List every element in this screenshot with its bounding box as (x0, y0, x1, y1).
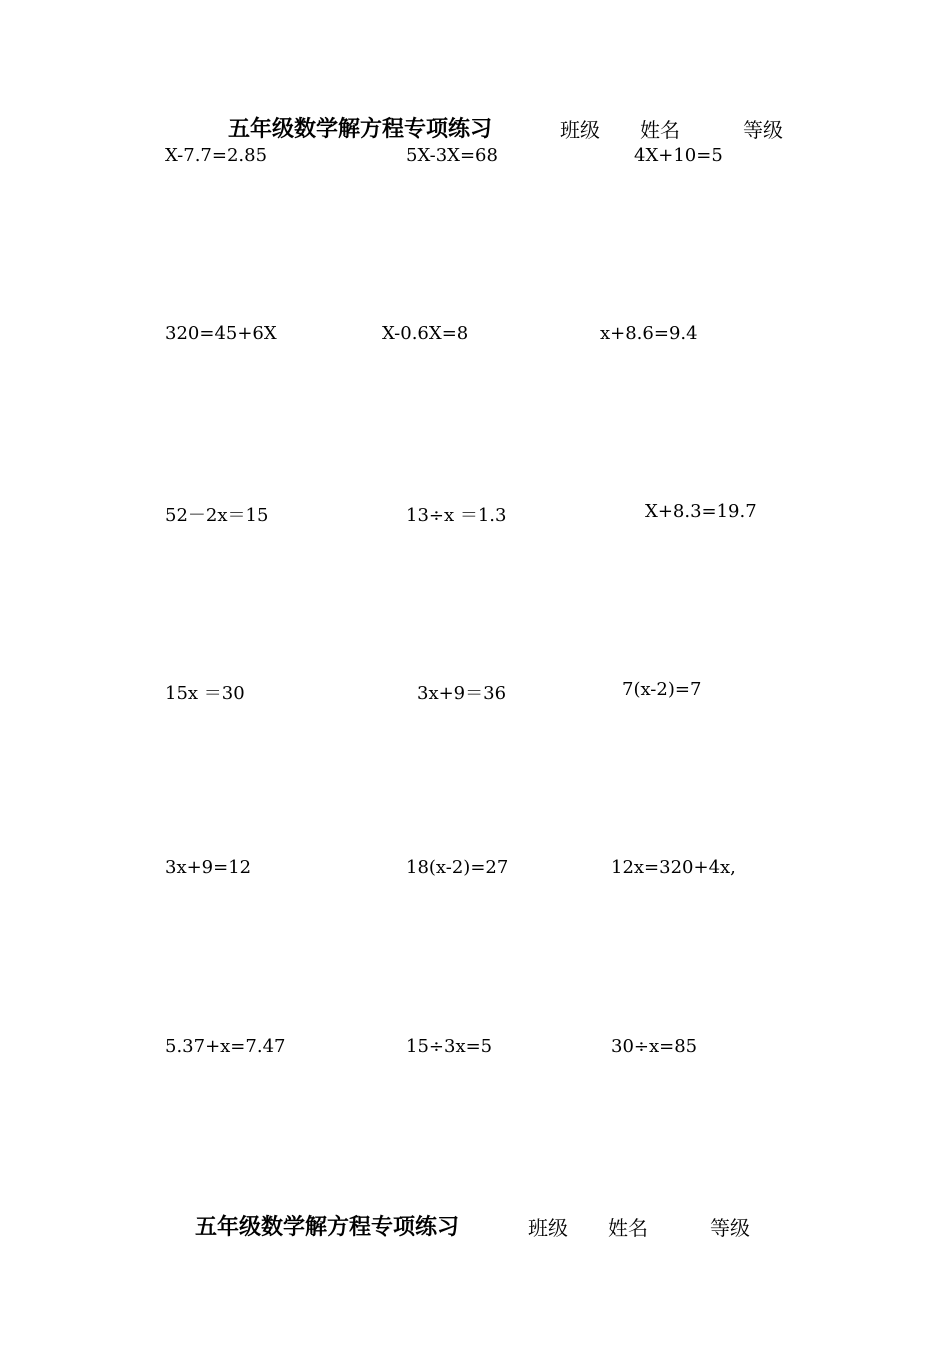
grade-label-repeat: 等级 (710, 1216, 750, 1240)
equation: 3x+9＝36 (417, 683, 507, 704)
equation: 5.37+x=7.47 (165, 1036, 286, 1057)
equation: 30÷x=85 (611, 1036, 698, 1057)
equation: 320=45+6X (165, 323, 277, 344)
equation: 18(x-2)=27 (406, 857, 509, 878)
page-title: 五年级数学解方程专项练习 (228, 116, 493, 142)
equation: 15÷3x=5 (406, 1036, 493, 1057)
equation: 15x ＝30 (165, 683, 245, 704)
equation: 52－2x＝15 (165, 505, 269, 526)
grade-label: 等级 (743, 118, 783, 142)
equation: 3x+9=12 (165, 857, 252, 878)
equation: 13÷x ＝1.3 (406, 505, 507, 526)
equation: 4X+10=5 (634, 145, 723, 166)
class-label-repeat: 班级 (528, 1216, 568, 1240)
worksheet-header (228, 112, 828, 144)
equation: X+8.3=19.7 (645, 501, 757, 522)
page-title-repeat: 五年级数学解方程专项练习 (195, 1214, 460, 1240)
equation: 7(x-2)=7 (622, 679, 702, 700)
class-label: 班级 (560, 118, 600, 142)
equation: 5X-3X=68 (406, 145, 498, 166)
equation: X-7.7=2.85 (165, 145, 268, 166)
equation: 12x=320+4x, (611, 857, 736, 878)
equation: X-0.6X=8 (382, 323, 469, 344)
name-label-repeat: 姓名 (608, 1216, 648, 1240)
equation: x+8.6=9.4 (600, 323, 698, 344)
worksheet-header-repeat (195, 1210, 795, 1242)
name-label: 姓名 (640, 118, 680, 142)
